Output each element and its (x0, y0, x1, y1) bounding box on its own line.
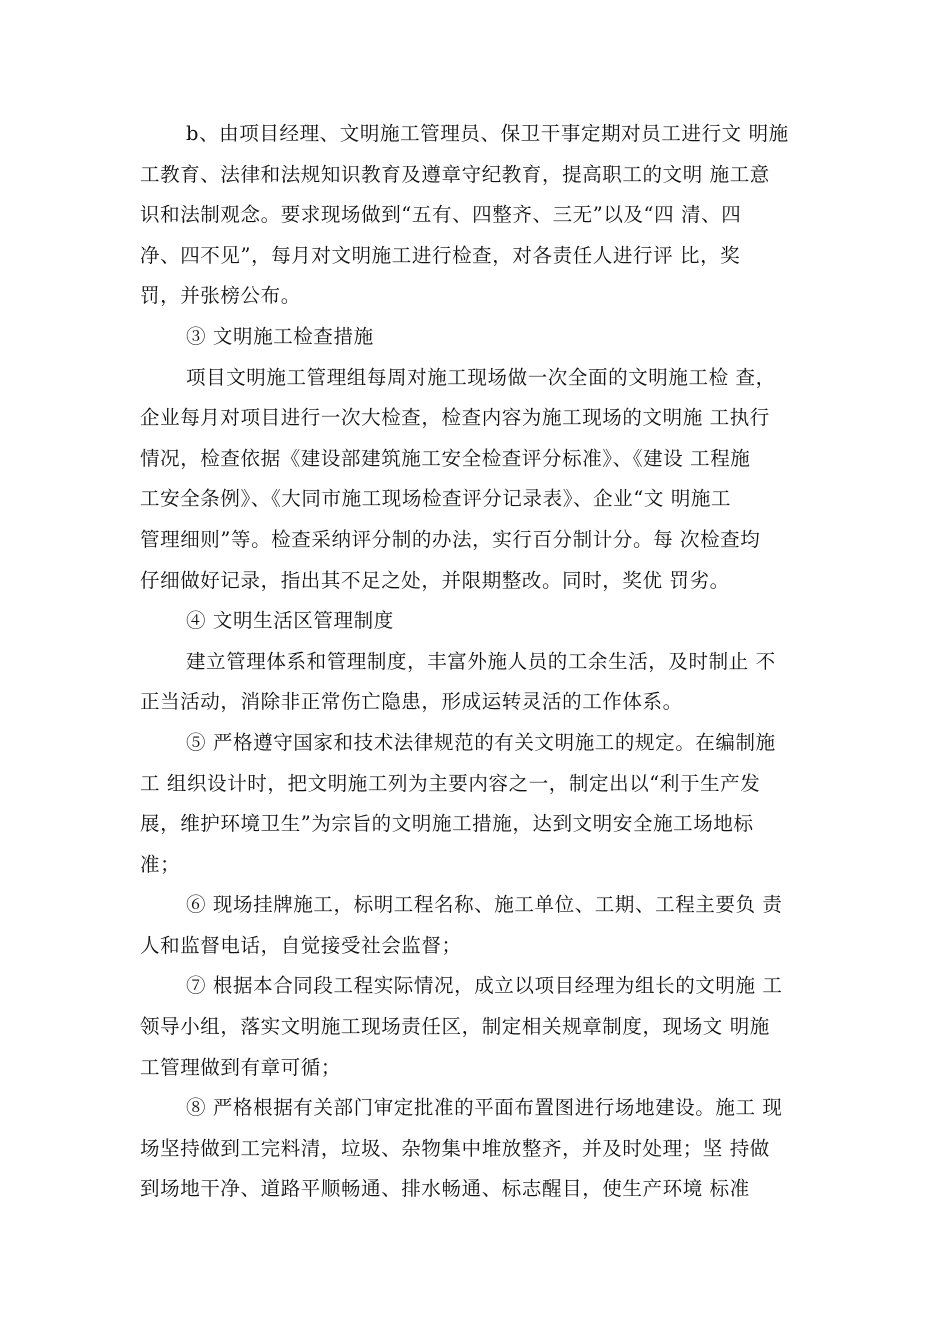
text-line: 工教育、法律和法规知识教育及遵章守纪教育，提高职工的文明 施工意 (140, 162, 770, 186)
paragraph-8 (140, 1088, 830, 1210)
text-line: 建立管理体系和管理制度，丰富外施人员的工余生活，及时制止 不 (186, 649, 776, 673)
text-line: 准； (140, 852, 181, 876)
text-line: 工安全条例》、《大同市施工现场检查评分记录表》、企业“文 明施工 (140, 487, 732, 511)
section-heading-4 (140, 601, 830, 642)
text-line: 工 组织设计时，把文明施工列为主要内容之一，制定出以“利于生产发 (140, 771, 761, 795)
text-line: 罚，并张榜公布。 (140, 284, 301, 308)
paragraph-5 (140, 723, 830, 885)
section-heading-3 (140, 317, 830, 358)
text-line: ⑤ 严格遵守国家和技术法律规范的有关文明施工的规定。在编制施 (186, 730, 776, 754)
text-line: 情况，检查依据《建设部建筑施工安全检查评分标准》、《建设 工程施 (140, 446, 751, 470)
text-line: ⑥ 现场挂牌施工，标明工程名称、施工单位、工期、工程主要负 责 (186, 893, 783, 917)
text-line: 展，维护环境卫生”为宗旨的文明施工措施，达到文明安全施工场地标 (140, 812, 754, 836)
text-line: 工管理做到有章可循； (140, 1055, 342, 1079)
text-line: 管理细则”等。检查采纳评分制的办法，实行百分制计分。每 次检查均 (140, 527, 761, 551)
text-line: 场坚持做到工完料清，垃圾、杂物集中堆放整齐，并及时处理；坚 持做 (140, 1136, 770, 1160)
paragraph-inspection (140, 358, 830, 602)
text-line: b、由项目经理、文明施工管理员、保卫干事定期对员工进行文 明施 (186, 122, 789, 145)
paragraph-living-area (140, 642, 830, 723)
text-line: ⑧ 严格根据有关部门审定批准的平面布置图进行场地建设。施工 现 (186, 1096, 783, 1120)
text-line: 到场地干净、道路平顺畅通、排水畅通、标志醒目，使生产环境 标准 (140, 1177, 750, 1201)
paragraph-6 (140, 885, 830, 966)
heading-line: ③ 文明施工检查措施 (186, 324, 374, 348)
text-line: 仔细做好记录，指出其不足之处，并限期整改。同时，奖优 罚劣。 (140, 568, 730, 592)
text-line: ⑦ 根据本合同段工程实际情况，成立以项目经理为组长的文明施 工 (186, 974, 783, 998)
text-line: 企业每月对项目进行一次大检查，检查内容为施工现场的文明施 工执行 (140, 406, 770, 430)
text-line: 项目文明施工管理组每周对施工现场做一次全面的文明施工检 查， (186, 365, 776, 389)
text-line: 正当活动，消除非正常伤亡隐患，形成运转灵活的工作体系。 (140, 690, 683, 714)
text-line: 识和法制观念。要求现场做到“五有、四整齐、三无”以及“四 清、四 (140, 203, 742, 227)
text-line: 领导小组，落实文明施工现场责任区，制定相关规章制度，现场文 明施 (140, 1015, 770, 1039)
paragraph-7 (140, 966, 830, 1088)
document-body (140, 114, 830, 1210)
text-line: 人和监督电话，自觉接受社会监督； (140, 933, 462, 957)
heading-line: ④ 文明生活区管理制度 (186, 609, 394, 633)
text-line: 净、四不见”，每月对文明施工进行检查，对各责任人进行评 比，奖 (140, 243, 741, 267)
paragraph-b (140, 114, 830, 317)
